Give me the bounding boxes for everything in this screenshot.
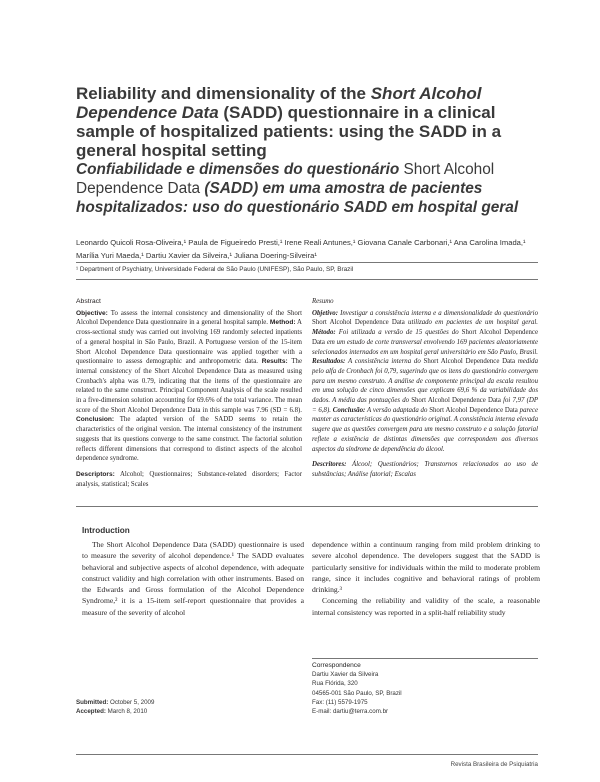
abstract-descriptors: Descriptors: Alcohol; Questionnaires; Substance-related disorders; Factor analysis, statistical; Scales	[76, 470, 302, 488]
author-list: Leonardo Quicoli Rosa-Oliveira,¹ Paula de Figueiredo Presti,¹ Irene Reali Antunes,¹ Giovana Canale Carbonari,¹ Ana Carolina Imada,¹ Marília Yuri Maeda,¹ Dartiu Xavier da Silveira,¹ Juliana Doering-Silveira¹	[76, 238, 526, 260]
article-title-english: Reliability and dimensionality of the Short Alcohol Dependence Data (SADD) questionnaire in a clinical sample of hospitalized patients: using the SADD in a general hospital setting	[76, 84, 502, 160]
correspondence-heading: Correspondence	[312, 662, 361, 669]
intro-paragraph-continued: dependence within a continuum ranging from mild problem drinking to severe alcohol dependence. The developers suggest that the SADD is particularly sensitive for individuals within the mild to moderate problem range, since it includes cognitive and behavioral ratings of problem drinking.³	[312, 540, 540, 595]
affiliation-divider	[76, 279, 538, 280]
article-title-portuguese: Confiabilidade e dimensões do questionário Short Alcohol Dependence Data (SADD) em uma amostra de pacientes hospitalizados: uso do questionário SADD em hospital geral	[76, 161, 519, 216]
introduction-heading: Introduction	[82, 526, 130, 535]
resumo-section	[312, 297, 538, 480]
header-divider	[76, 262, 538, 263]
submitted-date: Submitted: October 5, 2009	[76, 699, 155, 706]
footer-divider	[76, 754, 538, 755]
accepted-date: Accepted: March 8, 2010	[76, 708, 148, 716]
resumo-heading: Resumo	[312, 298, 334, 305]
correspondence-email: E-mail: dartiu@terra.com.br	[312, 708, 389, 716]
correspondence-name: Dartiu Xavier da Silveira	[312, 671, 379, 679]
resumo-descriptors: Descritores: Álcool; Questionários; Transtornos relacionados ao uso de substâncias; Análise fatorial; Escalas	[312, 461, 538, 478]
resumo-body: Objetivo: Investigar a consistência interna e a dimensionalidade do questionário Short Alcohol Dependence Data utilizado em pacientes de um hospital geral. Método: Foi utilizada a versão de 15 questões do Short Alcohol Dependence Data em um estudo de corte transversal envolvendo 169 pacientes aleatoriamente selecionados internados em um hospital geral universitário em São Paulo, Brasil. Resultados: A consistência interna do Short Alcohol Dependence Data medida pelo alfa de Cronbach foi 0,79, sugerindo que os itens do questionário convergem para um mesmo construto. A análise de componente principal da escala resultou em uma solução de cinco dimensões que explicam 69,6 % da variabilidade dos dados. A média das pontuações do Short Alcohol Dependence Data foi 7,97 (DP = 6,8). Conclusão: A versão adaptada do Short Alcohol Dependence Data parece manter as características do questionário original. A consistência interna elevada sugere que as questões convergem para um mesmo construto e a solução fatorial reflete a existência de distintas dimensões que correspondem aos diversos aspectos da síndrome de dependência do álcool.	[312, 309, 539, 453]
abstract-divider	[76, 506, 538, 507]
abstract-body: Objective: To assess the internal consistency and dimensionality of the Short Alcohol Dependence Data questionnaire in a general hospital sample. Method: A cross-sectional study was carried out involving 169 randomly selected inpatients of a general hospital in São Paulo, Brazil. A Portuguese version of the 15-item Short Alcohol Dependence Data questionnaire was applied together with a questionnaire to assess demographic and anthropometric data. Results: The internal consistency of the Short Alcohol Dependence Data as measured using Cronbach's alpha was 0.79, indicating that the items of the questionnaire are related to the same construct. Principal Component Analysis of the scale resulted in a five-dimension solution accounting for 69.6% of the total variance. The mean score of the Short Alcohol Dependence Data in this sample was 7.96 (SD = 6.8). Conclusion: The adapted version of the SADD seems to retain the characteristics of the original version. The internal consistency of the instrument suggests that its questions converge to the same construct. The factorial solution reflects different dimensions that correspond to distinct aspects of the alcohol dependence syndrome.	[76, 309, 302, 463]
introduction-right-column	[312, 539, 540, 618]
correspondence-city: 04565-001 São Paulo, SP, Brazil	[312, 689, 402, 697]
intro-paragraph: The Short Alcohol Dependence Data (SADD) questionnaire is used to measure the severity of alcohol dependence.¹ The SADD evaluates behavioral and subjective aspects of alcohol dependence, with adequate construct validity and high correlation with other instruments. Based on the Edwards and Gross formulation of the Alcohol Dependence Syndrome,² it is a 15-item self-report questionnaire that provides a measure of the severity of alcohol	[82, 540, 304, 617]
journal-name: Revista Brasileira de Psiquiatria	[450, 761, 538, 768]
correspondence-block	[312, 661, 538, 716]
introduction-left-column	[82, 539, 304, 618]
correspondence-fax: Fax: (11) 5579-1975	[312, 698, 368, 706]
abstract-section	[76, 297, 302, 489]
submission-dates	[76, 698, 154, 716]
correspondence-street: Rua Flórida, 320	[312, 680, 358, 688]
intro-paragraph: Concerning the reliability and validity of the scale, a reasonable internal consistency was reported in a split-half reliability study	[312, 596, 540, 617]
abstract-heading: Abstract	[76, 298, 101, 305]
affiliation: ¹ Department of Psychiatry, Universidade Federal de São Paulo (UNIFESP), São Paulo, SP, Brazil	[76, 266, 354, 273]
correspondence-divider	[312, 658, 538, 659]
